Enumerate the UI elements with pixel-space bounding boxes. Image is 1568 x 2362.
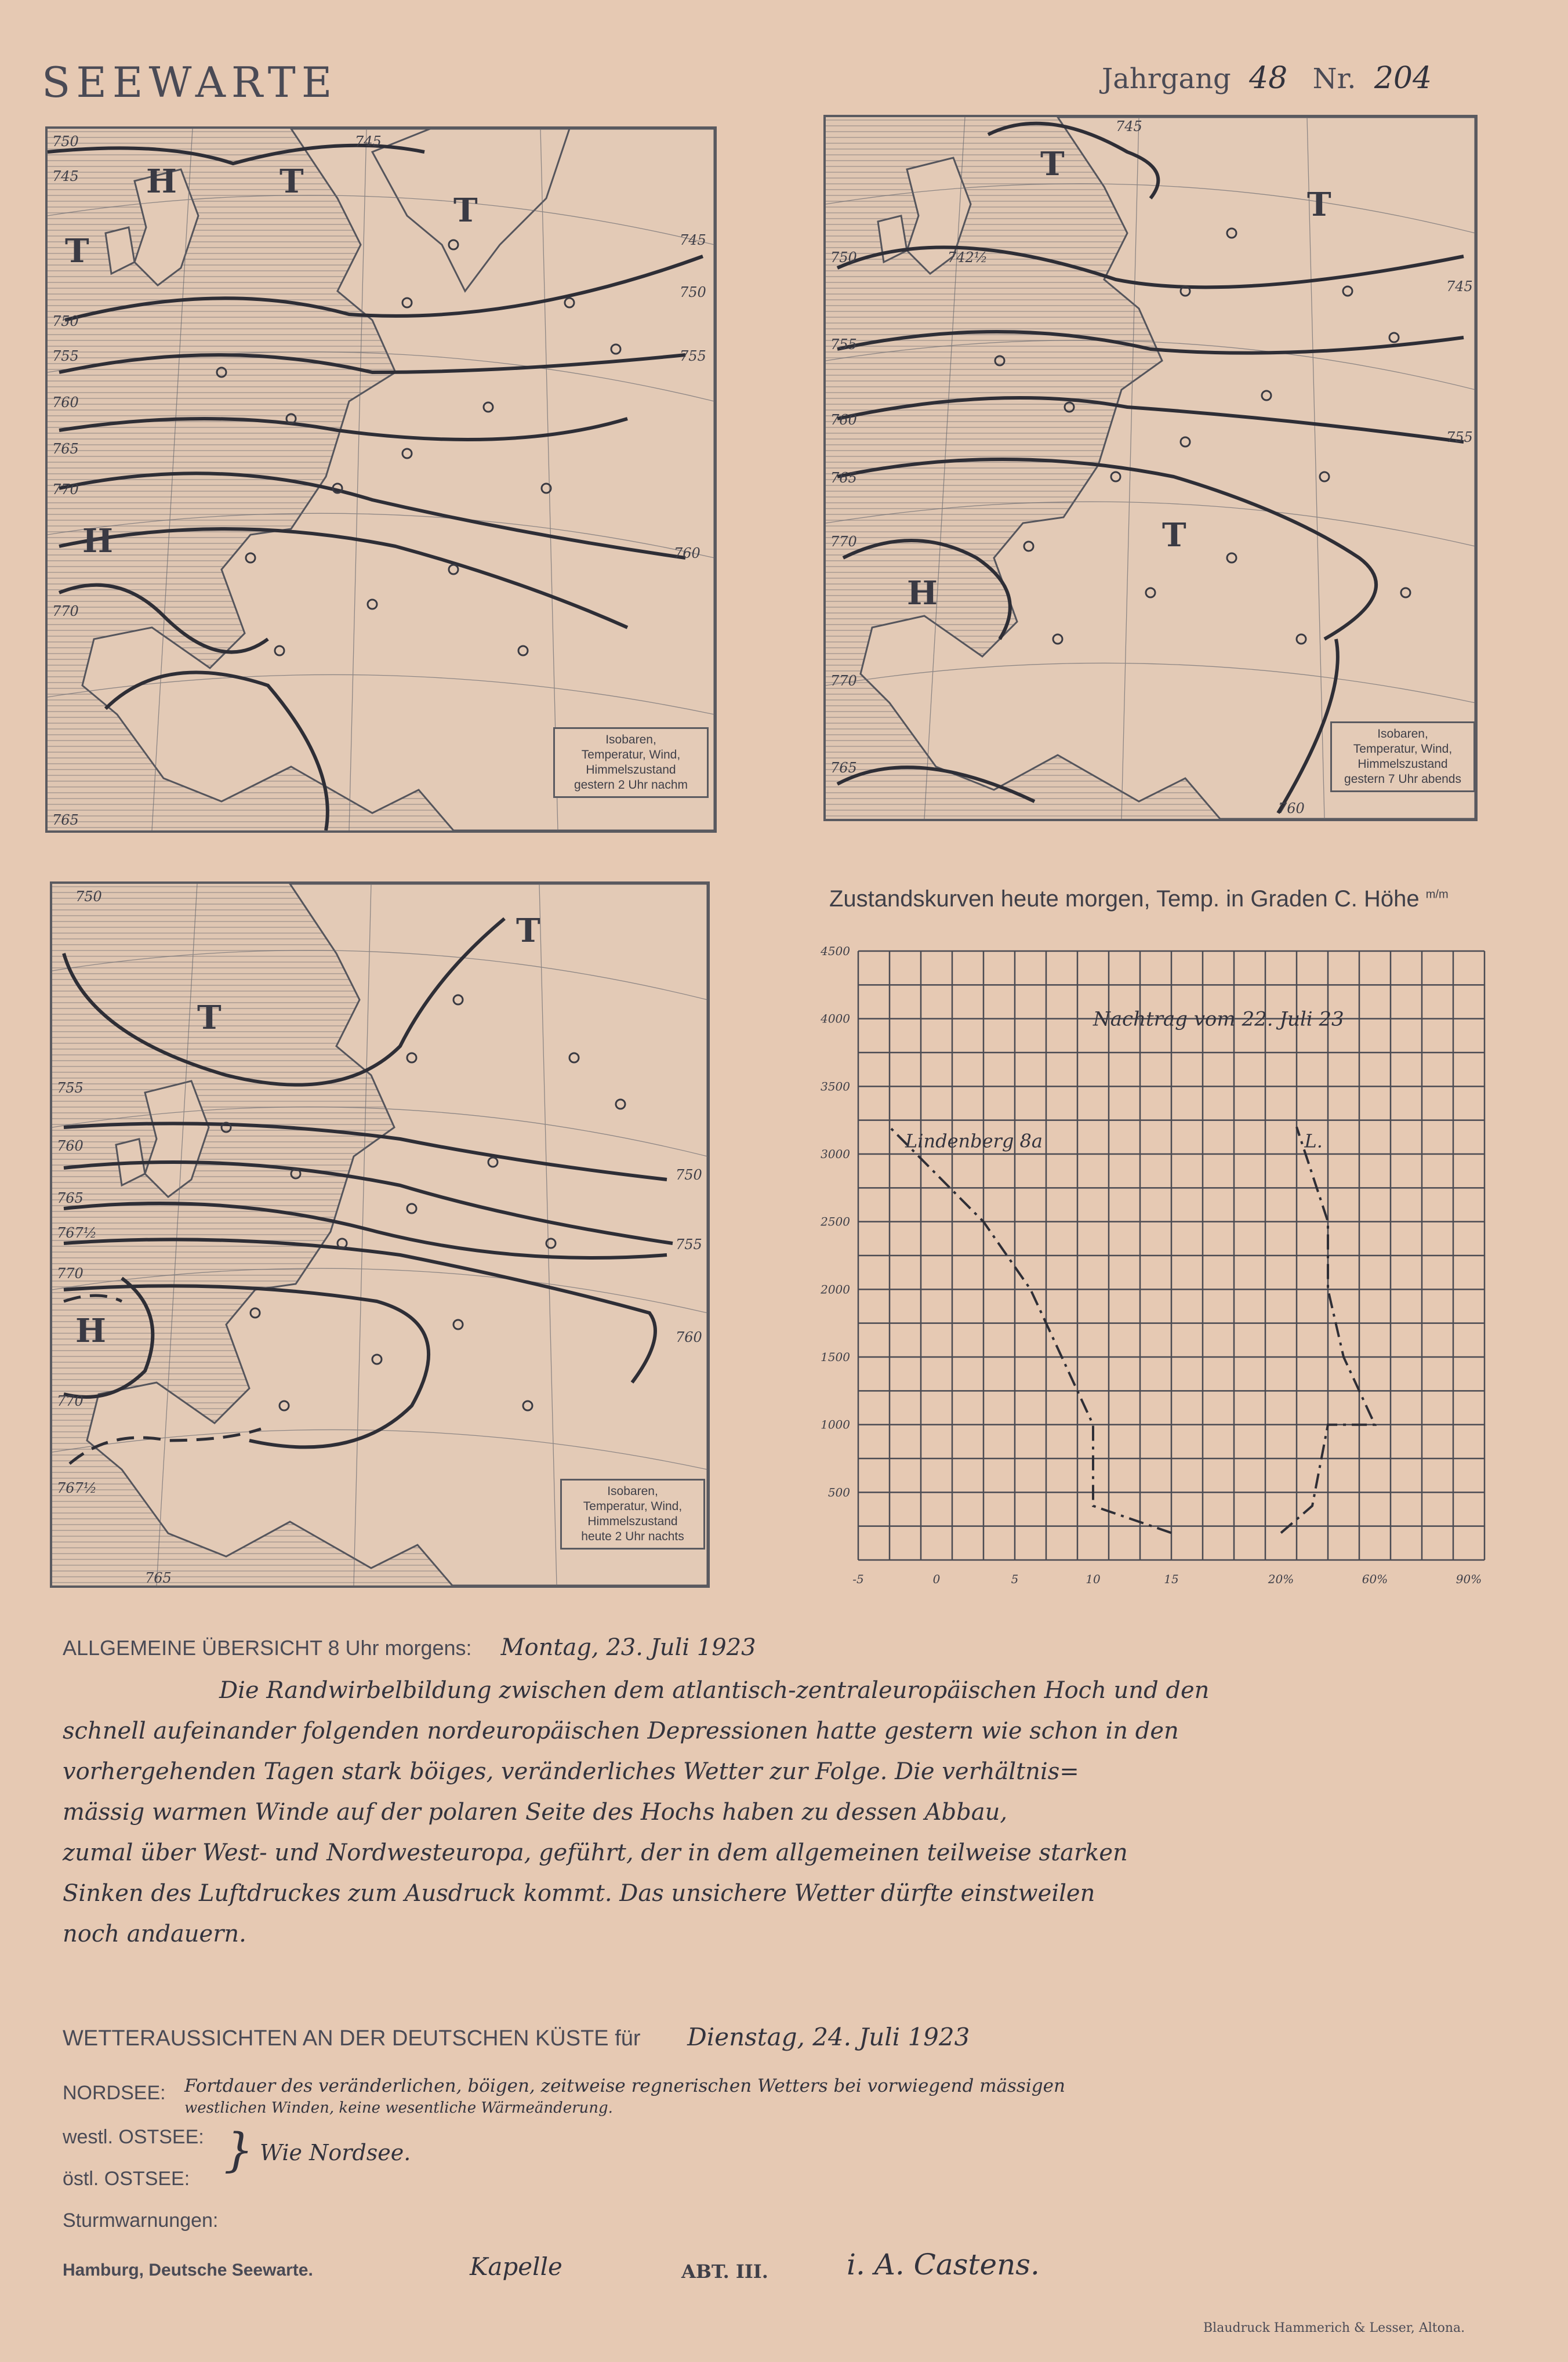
high-center-h: H bbox=[75, 1312, 106, 1350]
x-tick-label: 10 bbox=[1086, 1572, 1101, 1586]
footer-place: Hamburg, Deutsche Seewarte. bbox=[63, 2261, 313, 2280]
nordsee-label: NORDSEE: bbox=[63, 2082, 166, 2104]
outlook-heading bbox=[63, 2023, 970, 2051]
x-tick-label: 20% bbox=[1268, 1572, 1294, 1586]
low-center-t: T bbox=[1040, 145, 1065, 183]
isobar-label: 770 bbox=[52, 603, 79, 619]
isobar-label: 745 bbox=[1446, 278, 1473, 295]
isobar-label: 760 bbox=[676, 1329, 702, 1345]
outlook-date: Dienstag, 24. Juli 1923 bbox=[687, 2023, 970, 2051]
legend-line: Temperatur, Wind, bbox=[583, 1500, 683, 1513]
y-tick-label: 1000 bbox=[821, 1417, 850, 1432]
low-center-t: T bbox=[280, 162, 304, 201]
weather-map-1 bbox=[45, 126, 717, 833]
isobar-label: 750 bbox=[676, 1167, 702, 1183]
legend-line: heute 2 Uhr nachts bbox=[581, 1530, 684, 1543]
isobar-label: 745 bbox=[680, 232, 706, 248]
ostsee-brace: } bbox=[224, 2123, 253, 2177]
isobar-label: 770 bbox=[830, 673, 857, 689]
jahrgang-value: 48 bbox=[1249, 61, 1288, 96]
chart-title-unit: m/m bbox=[1425, 888, 1449, 901]
overview-text bbox=[63, 1670, 1489, 1954]
isobar-label: 765 bbox=[52, 441, 79, 457]
overview-heading bbox=[63, 1634, 756, 1661]
weather-map-3 bbox=[50, 881, 710, 1588]
signature-castens: i. A. Castens. bbox=[847, 2248, 1040, 2281]
chart-title bbox=[829, 886, 1449, 912]
isobar-label: 755 bbox=[680, 348, 706, 364]
overview-line: Sinken des Luftdruckes zum Ausdruck kommt. Das unsichere Wetter dürfte einstweilen bbox=[63, 1880, 1095, 1907]
y-tick-label: 3000 bbox=[821, 1147, 850, 1161]
issue-info bbox=[1102, 61, 1432, 96]
series-label-lindenberg: Lindenberg 8a bbox=[905, 1130, 1043, 1152]
y-tick-label: 2500 bbox=[821, 1214, 850, 1229]
chart-x-ticks bbox=[852, 1572, 1482, 1586]
chart-annotation: Nachtrag vom 22. Juli 23 bbox=[1093, 1007, 1344, 1031]
low-center-t: T bbox=[453, 191, 478, 230]
isobar-label: 760 bbox=[52, 394, 79, 411]
isobar-label: 765 bbox=[830, 470, 857, 486]
nordsee-forecast bbox=[184, 2075, 1065, 2119]
isobar-label: 770 bbox=[52, 481, 79, 498]
legend-line: Isobaren, bbox=[607, 1485, 658, 1498]
ostsee-forecast: Wie Nordsee. bbox=[260, 2140, 411, 2165]
legend-line: Himmelszustand bbox=[586, 763, 676, 777]
legend-line: gestern 7 Uhr abends bbox=[1344, 772, 1461, 786]
low-center-t: T bbox=[197, 999, 222, 1037]
signature-kapelle: Kapelle bbox=[470, 2252, 562, 2281]
chart-y-ticks bbox=[820, 944, 850, 1499]
isobar-label: 767½ bbox=[57, 1225, 97, 1241]
isobar-label: 755 bbox=[830, 336, 857, 353]
overview-line: mässig warmen Winde auf der polaren Seite des Hochs haben zu dessen Abbau, bbox=[63, 1799, 1008, 1826]
isobar-label: 760 bbox=[1278, 800, 1305, 817]
isobar-label: 770 bbox=[830, 534, 857, 550]
x-tick-label: 0 bbox=[932, 1572, 941, 1586]
isobar-label: 750 bbox=[52, 133, 79, 150]
masthead-title: SEEWARTE bbox=[42, 58, 338, 107]
jahrgang-label: Jahrgang bbox=[1102, 63, 1231, 95]
y-tick-label: 4500 bbox=[821, 944, 850, 958]
legend-line: Himmelszustand bbox=[587, 1515, 678, 1528]
isobar-label: 745 bbox=[52, 168, 79, 184]
weather-map-2 bbox=[823, 115, 1478, 821]
isobar-label: 765 bbox=[57, 1190, 84, 1206]
isobar-label: 760 bbox=[674, 545, 700, 561]
isobar-label: 750 bbox=[75, 888, 102, 905]
west-ostsee-label: westl. OSTSEE: bbox=[63, 2126, 204, 2148]
map-2-legend bbox=[1330, 721, 1475, 792]
y-tick-label: 1500 bbox=[821, 1350, 850, 1364]
state-curves-chart bbox=[789, 928, 1519, 1601]
legend-line: Temperatur, Wind, bbox=[1353, 742, 1453, 756]
isobar-label: 765 bbox=[830, 760, 857, 776]
isobar-label: 770 bbox=[57, 1265, 84, 1282]
isobar-label: 767½ bbox=[57, 1480, 97, 1496]
y-tick-label: 2000 bbox=[821, 1282, 850, 1297]
chart-labels bbox=[905, 1008, 1344, 1152]
isobar-label: 760 bbox=[57, 1138, 84, 1154]
x-tick-label: 90% bbox=[1456, 1572, 1482, 1586]
isobar-label: 770 bbox=[57, 1393, 84, 1409]
isobar-label: 745 bbox=[1116, 118, 1142, 135]
isobar-label: 755 bbox=[676, 1236, 702, 1253]
x-tick-label: -5 bbox=[852, 1572, 864, 1586]
y-tick-label: 4000 bbox=[821, 1011, 850, 1026]
isobar-label: 745 bbox=[355, 133, 382, 150]
high-center-h: H bbox=[907, 574, 938, 612]
x-tick-label: 15 bbox=[1164, 1572, 1179, 1586]
isobar-label: 765 bbox=[52, 812, 79, 828]
overview-line: vorhergehenden Tagen stark böiges, veränderliches Wetter zur Folge. Die verhältnis= bbox=[63, 1758, 1079, 1785]
isobar-label: 742½ bbox=[948, 249, 988, 266]
overview-label: ALLGEMEINE ÜBERSICHT 8 Uhr morgens: bbox=[63, 1636, 472, 1660]
isobar-label: 750 bbox=[52, 313, 79, 329]
chart-grid bbox=[858, 951, 1484, 1560]
low-center-t: T bbox=[1307, 186, 1331, 224]
map-3-legend bbox=[560, 1479, 705, 1550]
isobar-label: 755 bbox=[57, 1080, 84, 1096]
printer-imprint: Blaudruck Hammerich & Lesser, Altona. bbox=[1203, 2321, 1465, 2335]
overview-line: Die Randwirbelbildung zwischen dem atlantisch-zentraleuropäischen Hoch und den bbox=[219, 1677, 1210, 1704]
x-tick-label: 60% bbox=[1362, 1572, 1388, 1586]
legend-line: Temperatur, Wind, bbox=[581, 748, 681, 761]
y-tick-label: 3500 bbox=[821, 1079, 850, 1094]
low-center-t: T bbox=[516, 912, 540, 950]
y-tick-label: 500 bbox=[827, 1485, 850, 1500]
map-1-drawing bbox=[48, 129, 714, 830]
overview-line: noch andauern. bbox=[63, 1921, 246, 1947]
low-center-t: T bbox=[65, 232, 89, 270]
legend-line: gestern 2 Uhr nachm bbox=[574, 778, 688, 792]
high-center-h: H bbox=[146, 162, 177, 201]
x-tick-label: 5 bbox=[1011, 1572, 1019, 1586]
nr-label: Nr. bbox=[1312, 63, 1356, 95]
isobar-label: 755 bbox=[1446, 429, 1473, 445]
footer-department: ABT. III. bbox=[681, 2261, 768, 2283]
isobar-label: 760 bbox=[830, 412, 857, 428]
overview-line: schnell aufeinander folgenden nordeuropäischen Depressionen hatte gestern wie schon in den bbox=[63, 1718, 1179, 1744]
isobar-label: 750 bbox=[680, 284, 706, 300]
nordsee-line: Fortdauer des veränderlichen, böigen, zeitweise regnerischen Wetters bei vorwiegend mässigen bbox=[184, 2076, 1065, 2096]
isobar-label: 765 bbox=[145, 1570, 172, 1585]
map-1-legend bbox=[553, 727, 709, 798]
overview-line: zumal über West- und Nordwesteuropa, geführt, der in dem allgemeinen teilweise starken bbox=[63, 1839, 1128, 1866]
chart-title-text: Zustandskurven heute morgen, Temp. in Graden C. Höhe bbox=[829, 886, 1420, 912]
legend-line: Isobaren, bbox=[605, 733, 656, 746]
nr-value: 204 bbox=[1374, 61, 1432, 96]
overview-date: Montag, 23. Juli 1923 bbox=[500, 1634, 756, 1661]
sturm-label: Sturmwarnungen: bbox=[63, 2209, 219, 2232]
outlook-label: WETTERAUSSICHTEN AN DER DEUTSCHEN KÜSTE für bbox=[63, 2026, 641, 2051]
oest-ostsee-label: östl. OSTSEE: bbox=[63, 2168, 190, 2190]
series-label-l: L. bbox=[1304, 1130, 1323, 1152]
legend-line: Isobaren, bbox=[1377, 727, 1428, 741]
map-2-drawing bbox=[826, 117, 1475, 819]
legend-line: Himmelszustand bbox=[1358, 757, 1448, 771]
isobar-label: 750 bbox=[830, 249, 857, 266]
nordsee-line: westlichen Winden, keine wesentliche Wärmeänderung. bbox=[184, 2099, 613, 2117]
low-center-t: T bbox=[1162, 516, 1186, 554]
high-center-h: H bbox=[82, 522, 113, 560]
isobar-label: 755 bbox=[52, 348, 79, 364]
